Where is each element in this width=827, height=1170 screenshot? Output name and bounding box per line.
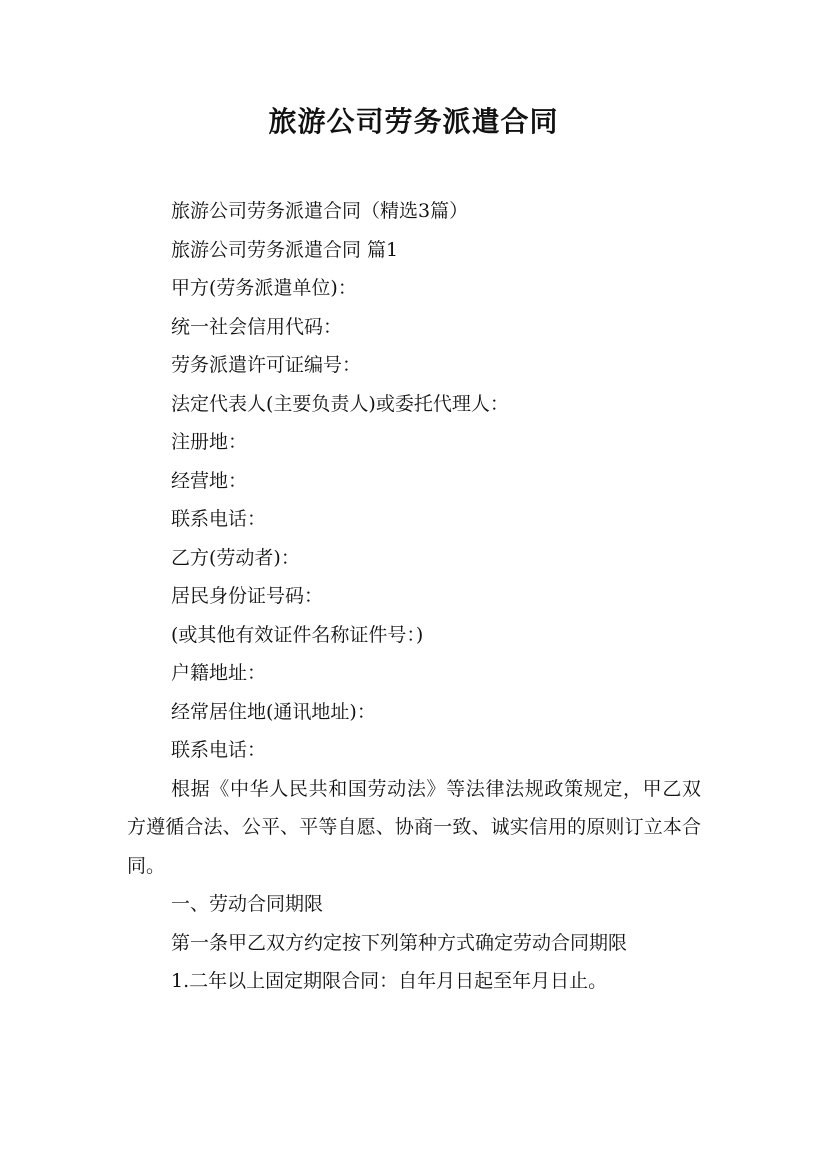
paragraph-article-one: 第一条甲乙双方约定按下列第种方式确定劳动合同期限 bbox=[171, 931, 628, 954]
paragraph-legal-representative: 法定代表人(主要负责人)或委托代理人： bbox=[171, 392, 509, 415]
document-body bbox=[127, 192, 701, 1001]
paragraph-fixed-term: 1.二年以上固定期限合同：自年月日起至年月日止。 bbox=[171, 970, 608, 992]
paragraph-legal-basis: 根据《中华人民共和国劳动法》等法律法规政策规定，甲乙双方遵循合法、公平、平等自愿、协商一致、诚实信用的原则订立本合同。 bbox=[127, 777, 701, 877]
paragraph-section-heading: 旅游公司劳务派遣合同 篇1 bbox=[171, 238, 399, 261]
paragraph-section-one: 一、劳动合同期限 bbox=[171, 893, 324, 915]
paragraph-party-b: 乙方(劳动者)： bbox=[171, 546, 300, 569]
paragraph-phone-a: 联系电话： bbox=[171, 508, 267, 530]
paragraph-residence-address: 经常居住地(通讯地址)： bbox=[171, 700, 376, 723]
paragraph-household-address: 户籍地址： bbox=[171, 662, 267, 684]
paragraph-subtitle: 旅游公司劳务派遣合同（精选3篇） bbox=[171, 200, 469, 222]
paragraph-license-number: 劳务派遣许可证编号： bbox=[171, 354, 362, 376]
document-title: 旅游公司劳务派遣合同 bbox=[268, 105, 559, 138]
paragraph-other-id: (或其他有效证件名称证件号：) bbox=[171, 623, 424, 646]
paragraph-phone-b: 联系电话： bbox=[171, 739, 267, 761]
paragraph-party-a: 甲方(劳务派遣单位)： bbox=[171, 277, 357, 299]
paragraph-id-number: 居民身份证号码： bbox=[171, 585, 324, 607]
paragraph-business-address: 经营地： bbox=[171, 469, 248, 492]
paragraph-registered-address: 注册地： bbox=[171, 431, 248, 453]
paragraph-credit-code: 统一社会信用代码： bbox=[171, 315, 343, 338]
